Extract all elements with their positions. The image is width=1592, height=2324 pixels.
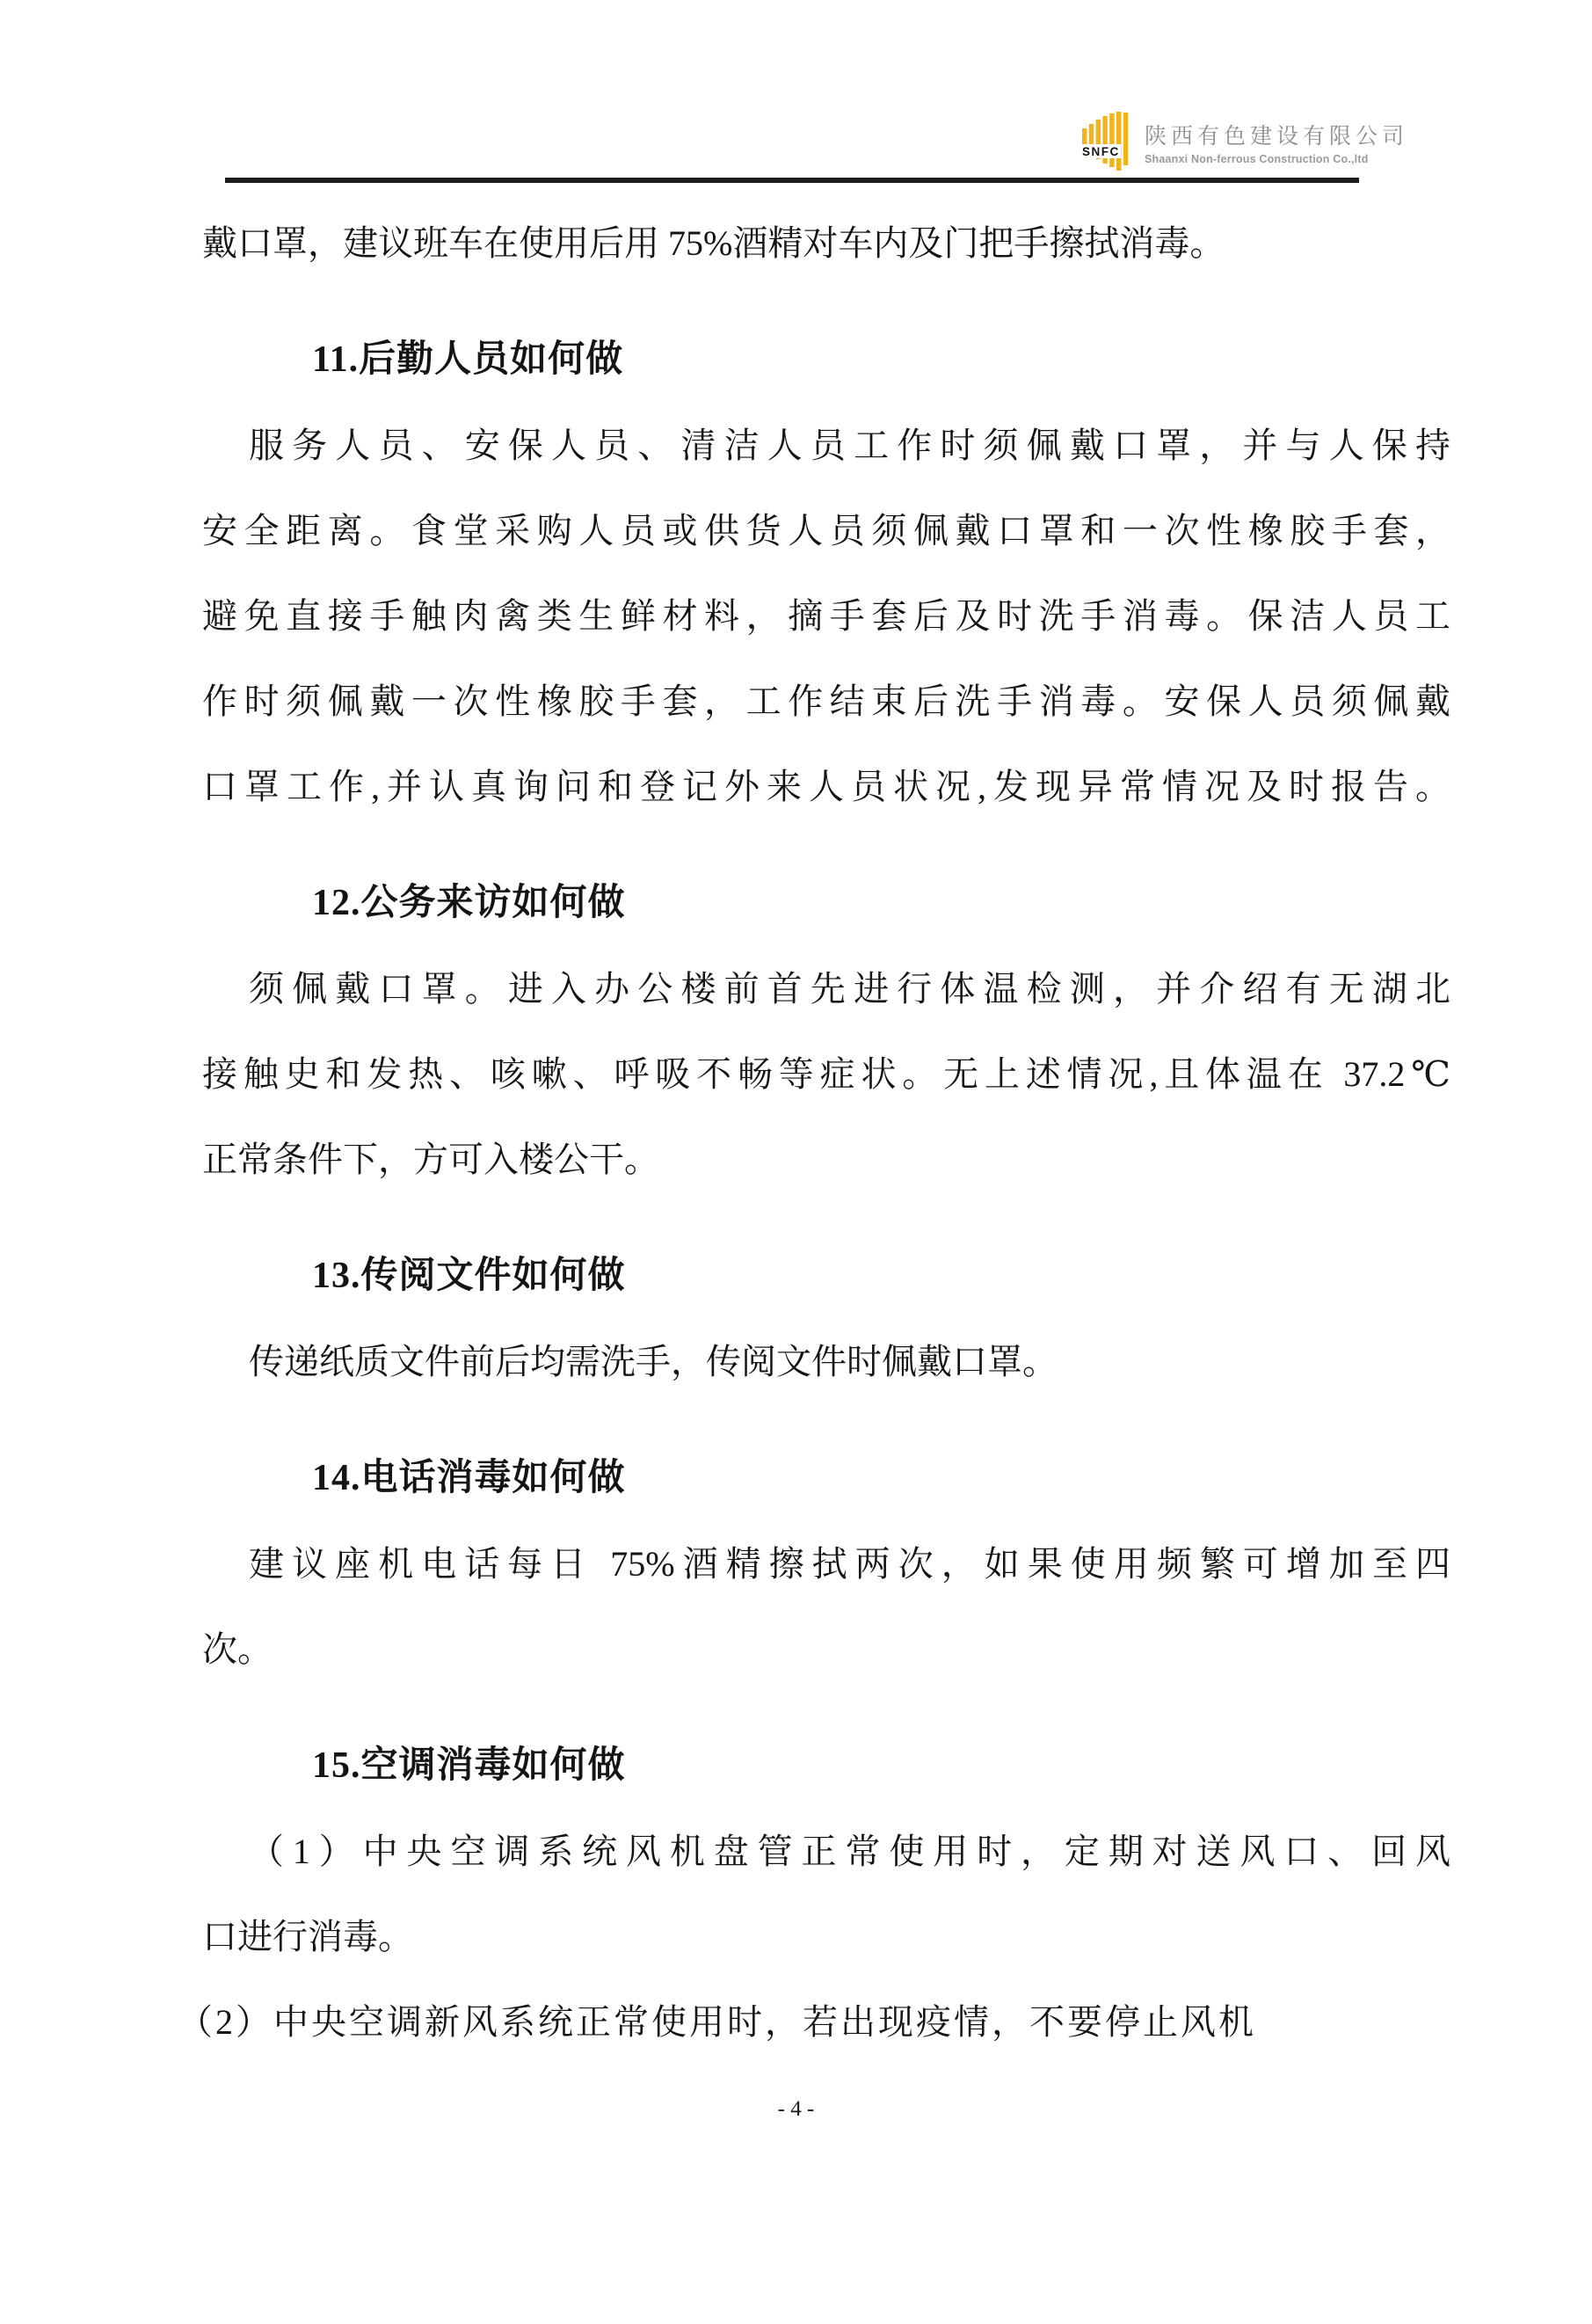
body-line: 口罩工作,并认真询问和登记外来人员状况,发现异常情况及时报告。 (202, 767, 1450, 806)
body-line: 服务人员、安保人员、清洁人员工作时须佩戴口罩，并与人保持 (249, 426, 1450, 465)
logo-abbr-text: SNFC (1082, 145, 1120, 158)
section-heading: 11.后勤人员如何做 (312, 339, 624, 380)
body-line: 须佩戴口罩。进入办公楼前首先进行体温检测，并介绍有无湖北 (249, 969, 1450, 1009)
body-line: 戴口罩，建议班车在使用后用 75%酒精对车内及门把手擦拭消毒。 (202, 223, 1225, 263)
body-line: 传递纸质文件前后均需洗手，传阅文件时佩戴口罩。 (249, 1342, 1058, 1381)
snfc-logo-icon (1081, 111, 1132, 180)
section-heading: 13.传阅文件如何做 (312, 1256, 626, 1296)
body-line: 避免直接手触肉禽类生鲜材料，摘手套后及时洗手消毒。保洁人员工 (202, 596, 1450, 636)
body-line: 安全距离。食堂采购人员或供货人员须佩戴口罩和一次性橡胶手套， (202, 511, 1450, 550)
body-line: 次。 (202, 1629, 273, 1669)
section-heading: 15.空调消毒如何做 (312, 1745, 626, 1786)
section-heading: 14.电话消毒如何做 (312, 1458, 626, 1498)
body-line: 接触史和发热、咳嗽、呼吸不畅等症状。无上述情况,且体温在 37.2℃ (202, 1054, 1450, 1094)
header-brand (1081, 111, 1408, 180)
page-number: - 4 - (777, 2097, 815, 2121)
body-line: （1）中央空调系统风机盘管正常使用时，定期对送风口、回风 (249, 1832, 1450, 1871)
company-name-en: Shaanxi Non-ferrous Construction Co.,ltd (1145, 152, 1369, 165)
body-line: （2）中央空调新风系统正常使用时，若出现疫情，不要停止风机 (178, 2002, 1256, 2042)
section-heading: 12.公务来访如何做 (312, 883, 626, 923)
brand-text (1145, 111, 1408, 165)
body-line: 作时须佩戴一次性橡胶手套，工作结束后洗手消毒。安保人员须佩戴 (202, 681, 1450, 721)
header-divider (225, 178, 1359, 183)
body-line: 口进行消毒。 (202, 1917, 413, 1956)
company-name-zh: 陕西有色建设有限公司 (1145, 124, 1409, 149)
body-line: 正常条件下，方可入楼公干。 (202, 1140, 659, 1179)
body-line: 建议座机电话每日 75%酒精擦拭两次，如果使用频繁可增加至四 (249, 1544, 1450, 1584)
document-body (178, 200, 1450, 2065)
